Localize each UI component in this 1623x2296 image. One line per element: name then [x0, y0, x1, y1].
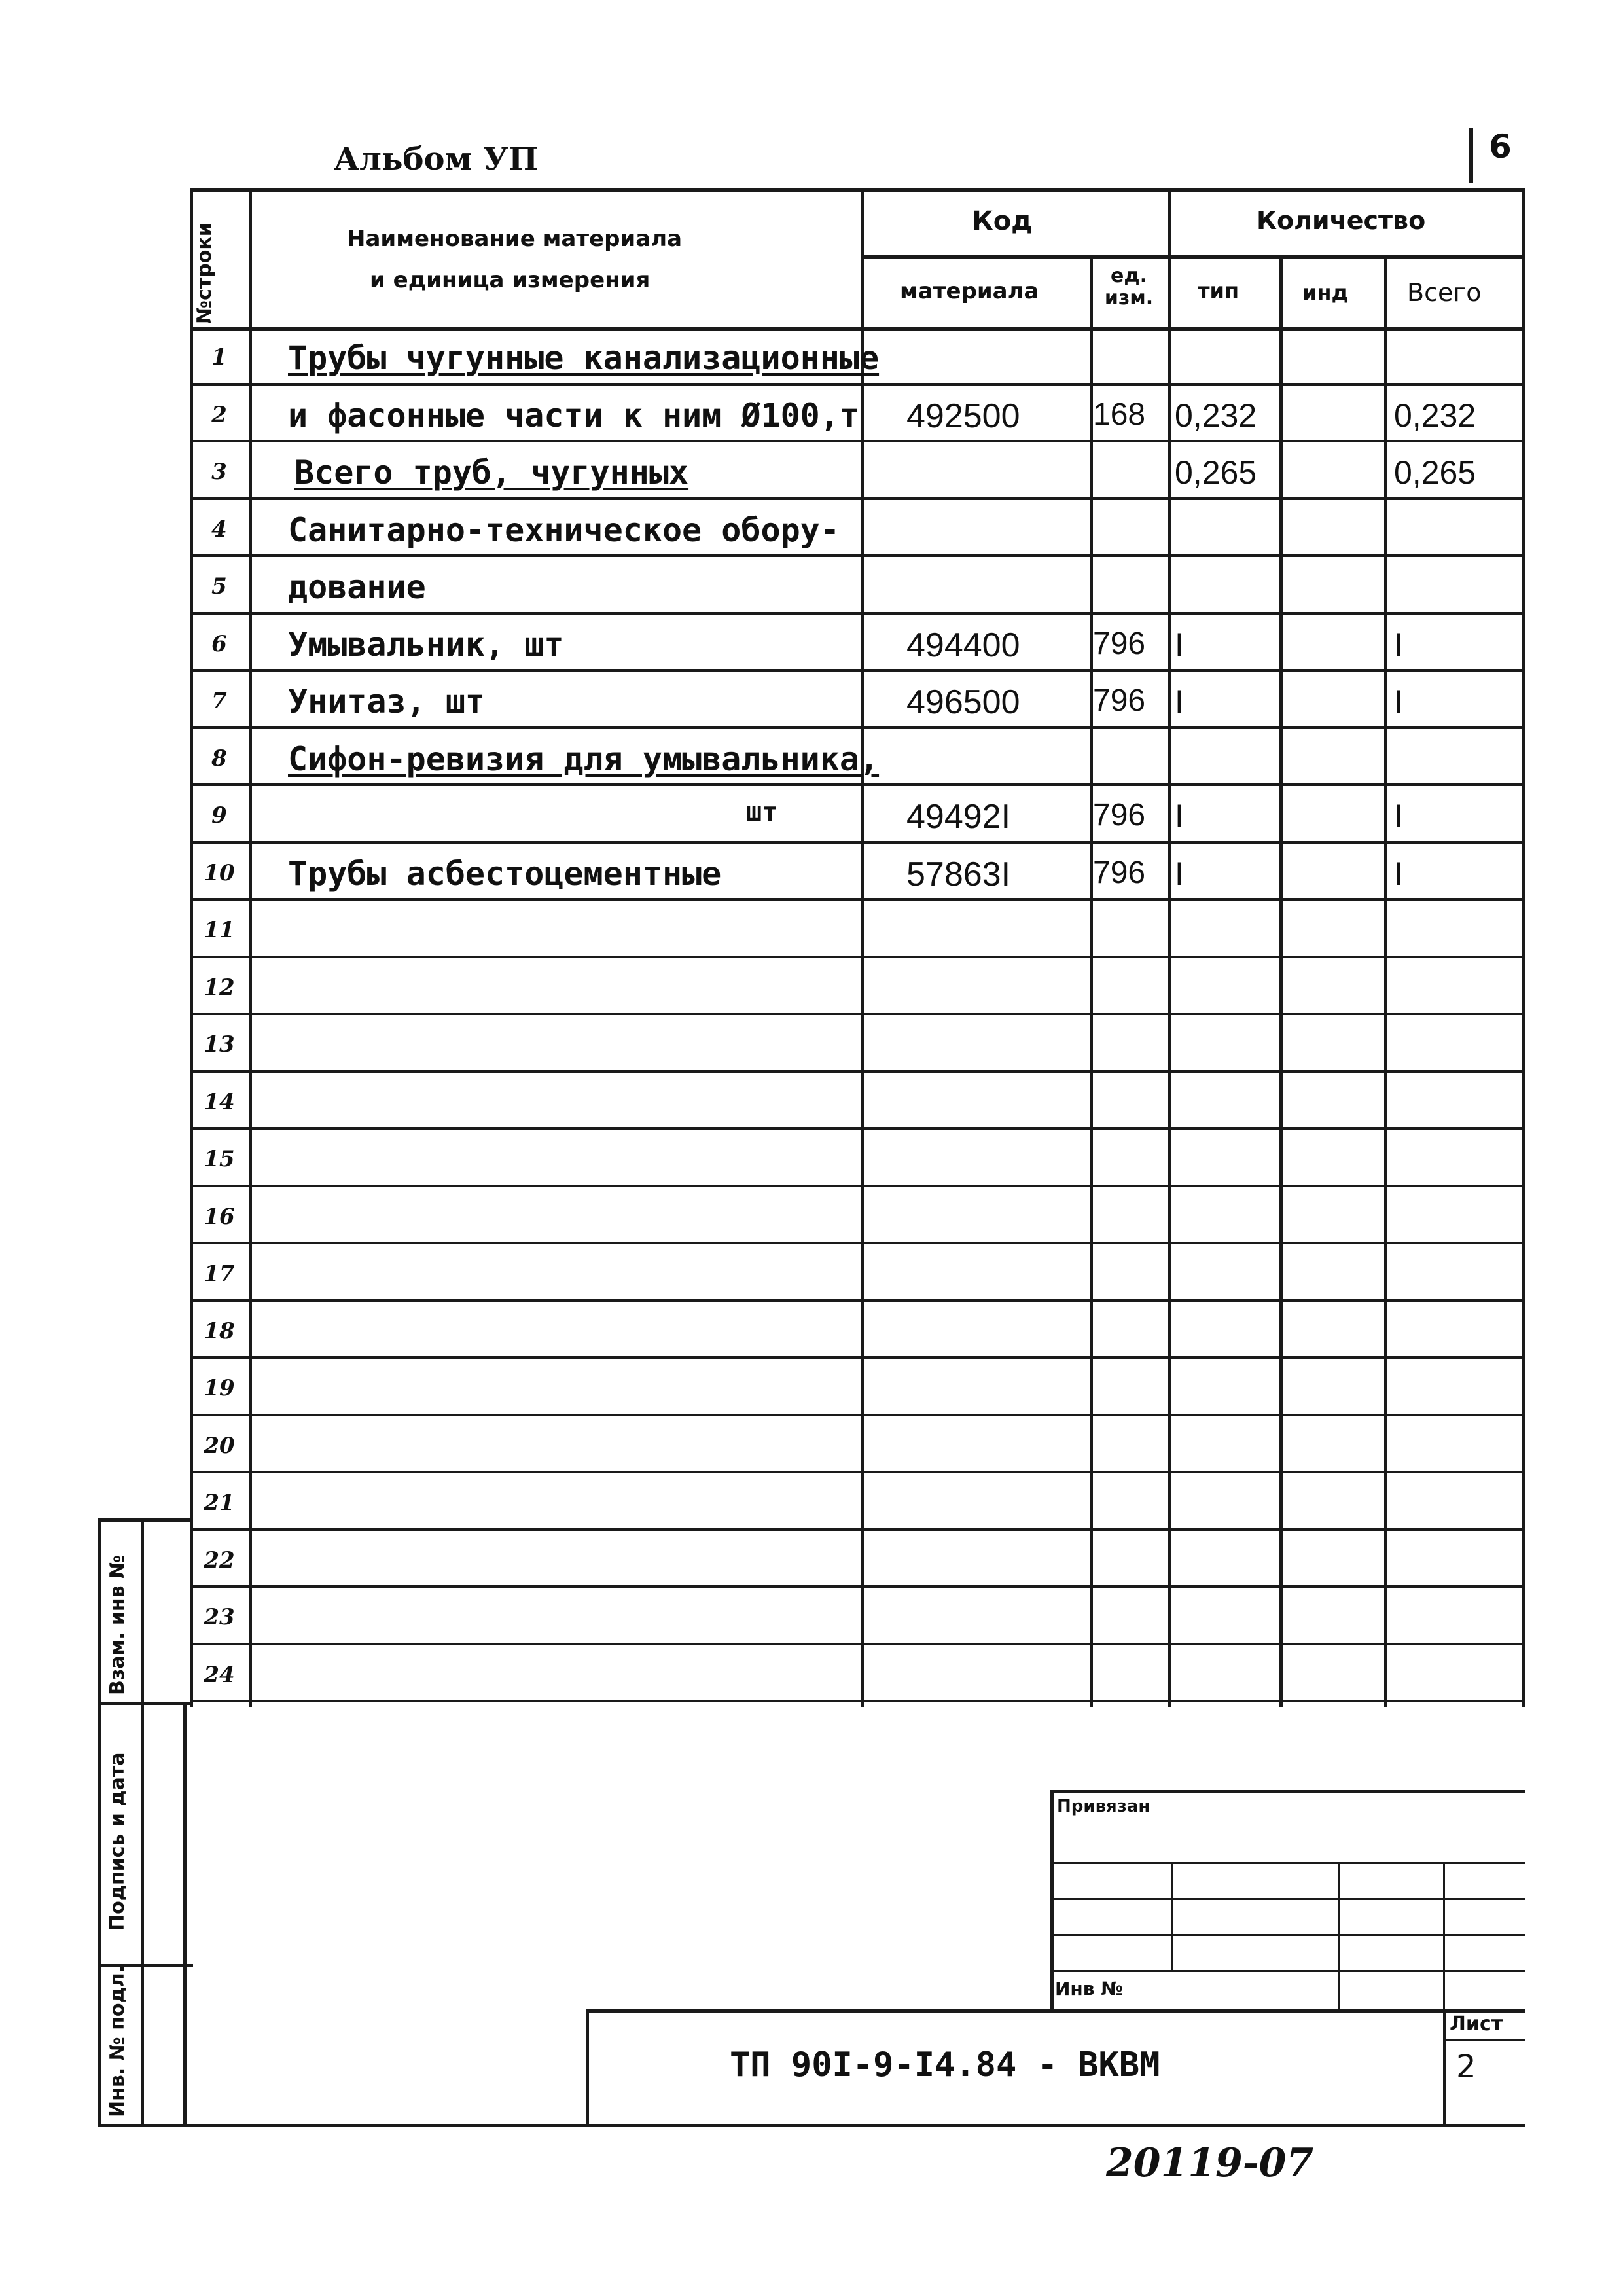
row-unit: 796: [1093, 626, 1146, 661]
row-separator: [190, 1528, 1525, 1531]
header-qty-group: Количество: [1257, 206, 1426, 235]
row-number: 12: [204, 974, 235, 1001]
row-code: 57863I: [906, 855, 1011, 893]
header-qty-type: тип: [1198, 278, 1240, 303]
side-label-vzam: Взам. инв №: [106, 1554, 129, 1695]
stamp-privyazan: Привязан: [1057, 1797, 1150, 1816]
header-code-group: Код: [972, 206, 1033, 236]
row-type: I: [1175, 855, 1184, 892]
row-name: Сифон-ревизия для умывальника,: [288, 740, 880, 778]
row-name: Трубы асбестоцементные: [288, 854, 722, 893]
header-name-line1: Наименование материала: [347, 226, 683, 252]
row-number: 8: [211, 745, 227, 772]
row-number: 18: [204, 1318, 235, 1344]
row-number: 19: [204, 1375, 235, 1401]
row-separator: [190, 497, 1525, 500]
row-number: 6: [211, 630, 227, 657]
row-number: 20: [204, 1432, 235, 1459]
handwritten-number: 20119-07: [1106, 2140, 1314, 2186]
row-total: I: [1394, 683, 1403, 720]
row-name: Всего труб, чугунных: [294, 454, 689, 492]
row-separator: [190, 1070, 1525, 1073]
header-code-unit: ед. изм.: [1104, 264, 1154, 310]
row-code: 49492I: [906, 798, 1011, 836]
row-code: 494400: [906, 626, 1020, 664]
row-total: I: [1394, 626, 1403, 663]
row-number: 2: [211, 401, 227, 428]
row-separator: [190, 783, 1525, 786]
row-name: Умывальник, шт: [288, 625, 564, 664]
row-type: I: [1175, 798, 1184, 834]
row-number: 24: [204, 1661, 235, 1688]
row-number: 15: [204, 1146, 235, 1172]
row-number: 11: [204, 917, 235, 943]
row-separator: [190, 1585, 1525, 1588]
row-separator: [190, 1471, 1525, 1473]
header-code-material: материала: [900, 278, 1039, 304]
sheet-label: Лист: [1450, 2013, 1503, 2036]
row-separator: [190, 1013, 1525, 1015]
row-code: 496500: [906, 683, 1020, 721]
row-separator: [190, 1127, 1525, 1130]
row-separator: [190, 383, 1525, 386]
row-type: I: [1175, 626, 1184, 663]
header-qty-total: Всего: [1407, 278, 1482, 307]
header-name-line2: и единица измерения: [370, 267, 651, 293]
row-separator: [190, 612, 1525, 615]
row-separator: [190, 440, 1525, 442]
side-label-inv-podl: Инв. № подл.: [106, 1965, 129, 2117]
page-number-divider: [1469, 128, 1473, 183]
row-separator: [190, 1299, 1525, 1302]
header-qty-ind: инд: [1302, 280, 1349, 305]
row-number: 21: [204, 1490, 235, 1516]
row-separator: [190, 554, 1525, 557]
row-number: 10: [204, 859, 235, 886]
row-name: шт: [746, 797, 778, 827]
row-unit: 796: [1093, 798, 1146, 833]
header-row-number: №строки: [193, 223, 216, 324]
row-number: 1: [211, 344, 227, 370]
page-number: 6: [1489, 128, 1512, 166]
side-label-podpis: Подпись и дата: [106, 1752, 129, 1931]
row-total: 0,232: [1394, 397, 1476, 434]
row-number: 13: [204, 1031, 235, 1058]
row-number: 23: [204, 1604, 235, 1630]
row-type: 0,232: [1175, 397, 1257, 434]
row-total: I: [1394, 798, 1403, 834]
row-number: 5: [211, 573, 227, 600]
sheet-number: 2: [1456, 2049, 1476, 2085]
row-separator: [190, 841, 1525, 844]
row-name: Унитаз, шт: [288, 683, 486, 721]
row-separator: [190, 898, 1525, 901]
row-separator: [190, 1356, 1525, 1359]
row-code: 492500: [906, 397, 1020, 435]
row-separator: [190, 1414, 1525, 1416]
row-number: 14: [204, 1088, 235, 1115]
row-total: I: [1394, 855, 1403, 892]
row-separator: [190, 669, 1525, 672]
row-unit: 796: [1093, 855, 1146, 890]
row-number: 4: [211, 516, 227, 543]
document-designation: ТП 90I-9-I4.84 - ВКВМ: [730, 2045, 1160, 2085]
row-number: 7: [211, 688, 227, 714]
row-separator: [190, 726, 1525, 729]
row-name: Трубы чугунные канализационные: [288, 339, 880, 377]
row-name: и фасонные части к ним Ø100,т: [288, 396, 859, 435]
row-type: 0,265: [1175, 454, 1257, 491]
row-number: 9: [211, 802, 227, 829]
row-name: дование: [288, 568, 426, 606]
row-separator: [190, 1700, 1525, 1702]
row-name: Санитарно-техническое обору-: [288, 511, 840, 549]
row-separator: [190, 1643, 1525, 1645]
row-separator: [190, 956, 1525, 958]
row-separator: [190, 1185, 1525, 1187]
row-type: I: [1175, 683, 1184, 720]
album-title: Альбом УП: [334, 141, 539, 177]
stamp-inv-no: Инв №: [1055, 1978, 1123, 2000]
row-separator: [190, 1242, 1525, 1244]
row-total: 0,265: [1394, 454, 1476, 491]
row-unit: 796: [1093, 683, 1146, 718]
row-unit: 168: [1093, 397, 1146, 432]
row-number: 16: [204, 1203, 235, 1230]
row-number: 17: [204, 1261, 235, 1287]
row-number: 22: [204, 1547, 235, 1573]
row-number: 3: [211, 459, 227, 485]
